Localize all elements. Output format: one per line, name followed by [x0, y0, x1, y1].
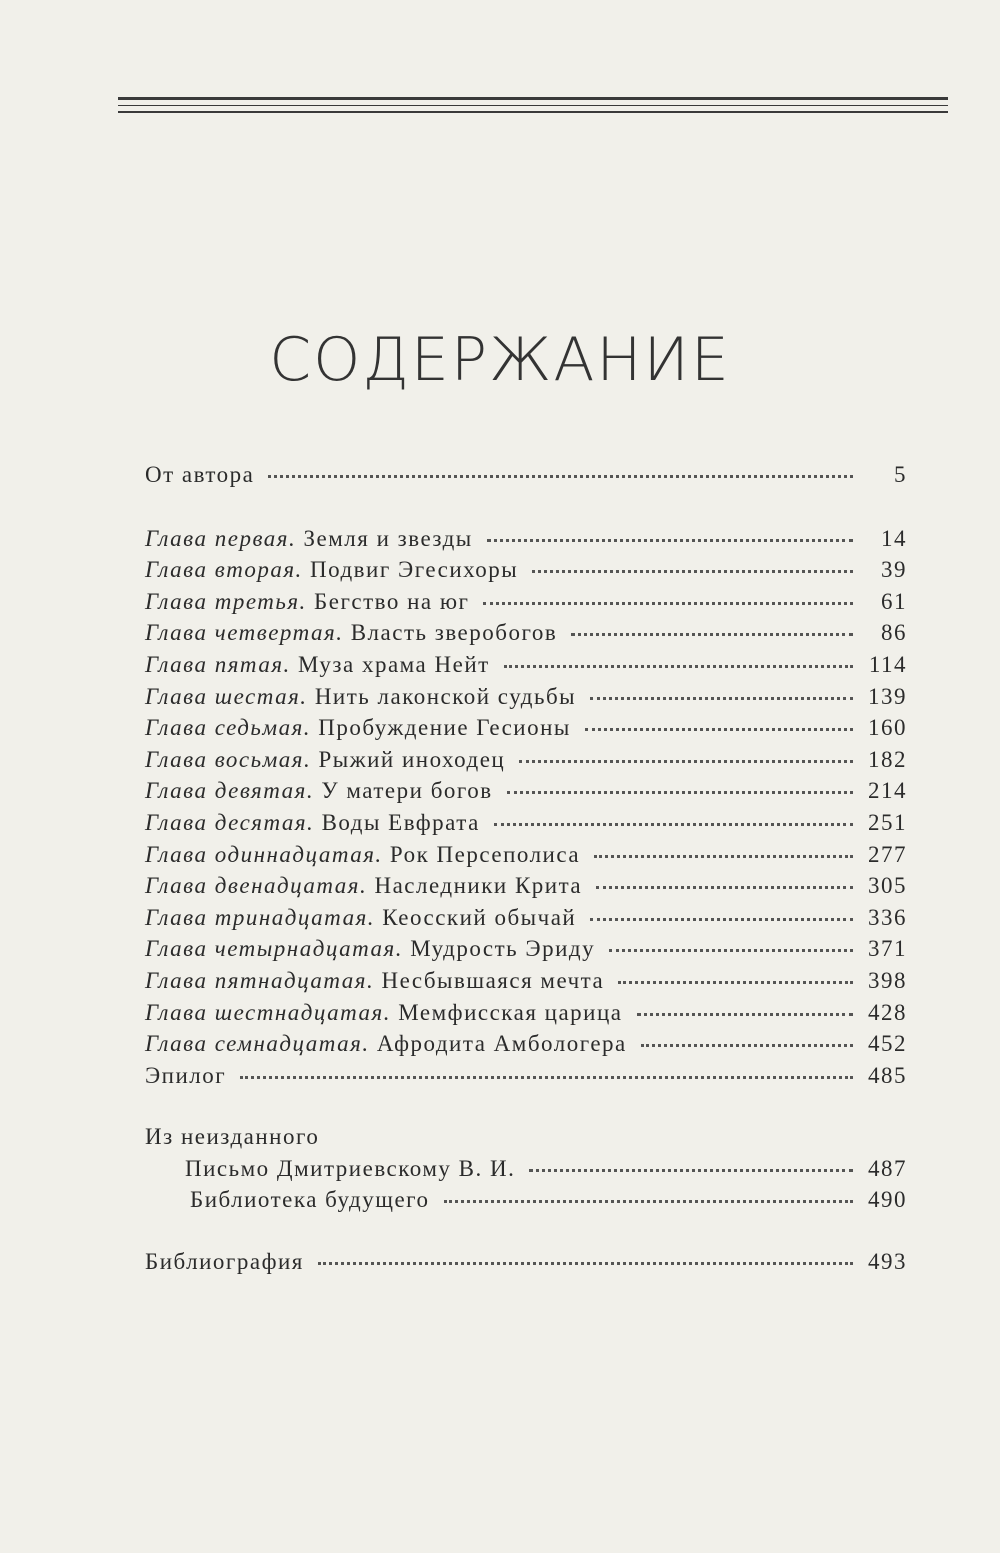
toc-entry-label — [145, 968, 604, 994]
chapter-prefix: Глава четырнадцатая. — [145, 936, 403, 962]
toc-page-number: 485 — [868, 1062, 907, 1088]
chapter-title: Бегство на юг — [314, 588, 470, 614]
chapter-prefix: Глава седьмая. — [145, 715, 312, 741]
chapter-prefix: Глава семнадцатая. — [145, 1031, 370, 1057]
chapter-title: Мудрость Эриду — [410, 936, 596, 962]
toc-entry-chapter — [145, 905, 907, 937]
toc-page-number: 428 — [868, 999, 907, 1025]
chapter-title: Афродита Амбологера — [376, 1031, 627, 1057]
toc-page-number: 139 — [868, 683, 907, 709]
dot-leader — [519, 759, 853, 763]
toc-entry-bibliography — [145, 1249, 907, 1281]
chapter-title: Воды Евфрата — [321, 809, 480, 835]
toc-page-number: 114 — [868, 651, 907, 677]
dot-leader — [507, 790, 853, 794]
dot-leader — [487, 538, 853, 542]
table-of-contents — [145, 462, 907, 1281]
dot-leader — [590, 696, 853, 700]
toc-entry-label — [145, 747, 505, 773]
dot-leader — [637, 1012, 854, 1016]
chapter-prefix: Глава десятая. — [145, 809, 315, 835]
toc-entry-chapter — [145, 842, 907, 874]
dot-leader — [590, 917, 853, 921]
chapter-title: Рыжий иноходец — [318, 746, 506, 772]
unpublished-section — [145, 1124, 907, 1219]
toc-entry-label — [145, 810, 480, 836]
dot-leader — [609, 948, 853, 952]
toc-entry-chapter — [145, 873, 907, 905]
dot-leader — [494, 822, 853, 826]
chapter-title: Пробуждение Гесионы — [318, 715, 571, 741]
toc-page-number: 182 — [868, 746, 907, 772]
toc-entry-label — [145, 684, 576, 710]
toc-page-number: 493 — [868, 1249, 907, 1275]
toc-entry-chapter — [145, 620, 907, 652]
chapter-prefix: Глава пятнадцатая. — [145, 967, 375, 993]
chapter-title: Кеосский обычай — [382, 904, 577, 930]
toc-entry-chapter — [145, 652, 907, 684]
dot-leader — [532, 569, 853, 573]
toc-page-number: 214 — [868, 778, 907, 804]
chapter-title: Муза храма Нейт — [298, 651, 490, 677]
chapter-title: Наследники Крита — [374, 873, 583, 899]
toc-entry-label — [145, 652, 490, 678]
dot-leader — [571, 632, 853, 636]
toc-entry-label — [145, 778, 493, 804]
toc-entry-label — [145, 905, 576, 931]
chapter-prefix: Глава вторая. — [145, 557, 303, 583]
toc-entry-chapter — [145, 526, 907, 558]
toc-page-number: 5 — [894, 462, 907, 487]
toc-entry-chapter — [145, 747, 907, 779]
toc-entry-unpublished — [145, 1187, 907, 1219]
dot-leader — [483, 601, 853, 605]
top-rule-thin — [118, 105, 948, 106]
toc-entry-label — [145, 715, 571, 741]
toc-entry-epilogue — [145, 1063, 907, 1095]
toc-page-number: 336 — [868, 904, 907, 930]
toc-page-number: 39 — [881, 557, 907, 583]
chapter-title: Подвиг Эгесихоры — [310, 557, 519, 583]
chapter-title: Мемфисская царица — [398, 999, 623, 1025]
unpublished-heading: Из неизданного — [145, 1124, 320, 1150]
toc-page-number: 487 — [868, 1155, 907, 1181]
chapter-prefix: Глава восьмая. — [145, 746, 312, 772]
toc-entry-label: Эпилог — [145, 1062, 227, 1088]
chapter-prefix: Глава первая. — [145, 525, 297, 551]
chapter-title: Несбывшаяся мечта — [381, 967, 605, 993]
toc-entry-label — [145, 557, 518, 583]
toc-entry-label: От автора — [145, 462, 255, 487]
toc-entry-chapter — [145, 715, 907, 747]
toc-entry-label: Письмо Дмитриевскому В. И. — [185, 1155, 516, 1181]
toc-page-number: 371 — [868, 936, 907, 962]
chapter-prefix: Глава третья. — [145, 588, 307, 614]
chapter-prefix: Глава пятая. — [145, 651, 291, 677]
page-title: СОДЕРЖАНИЕ — [269, 325, 731, 395]
toc-entry-chapter — [145, 778, 907, 810]
dot-leader — [444, 1199, 853, 1203]
chapter-prefix: Глава шестая. — [145, 683, 308, 709]
dot-leader — [641, 1043, 853, 1047]
toc-entry-chapter — [145, 810, 907, 842]
toc-page-number: 452 — [868, 1031, 907, 1057]
toc-entry-label — [145, 589, 469, 615]
chapter-list — [145, 526, 907, 1095]
chapter-prefix: Глава четвертая. — [145, 620, 344, 646]
toc-entry-label — [145, 526, 473, 552]
dot-leader — [585, 727, 853, 731]
toc-entry-label — [145, 873, 582, 899]
toc-entry-chapter — [145, 1000, 907, 1032]
toc-page-number: 160 — [868, 715, 907, 741]
dot-leader — [240, 1075, 853, 1079]
chapter-prefix: Глава тринадцатая. — [145, 904, 376, 930]
chapter-prefix: Глава девятая. — [145, 778, 315, 804]
dot-leader — [594, 854, 853, 858]
dot-leader — [529, 1168, 853, 1172]
toc-entry-chapter — [145, 968, 907, 1000]
toc-entry-preface — [145, 462, 907, 494]
toc-page-number: 61 — [881, 588, 907, 614]
dot-leader — [504, 664, 853, 668]
toc-entry-label: Библиотека будущего — [190, 1187, 430, 1213]
dot-leader — [318, 1261, 853, 1265]
chapter-title: У матери богов — [321, 778, 493, 804]
dot-leader — [596, 885, 853, 889]
toc-entry-chapter — [145, 1031, 907, 1063]
chapter-title: Земля и звезды — [303, 525, 473, 551]
toc-entry-label — [145, 1000, 623, 1026]
chapter-title: Рок Персеполиса — [389, 841, 581, 867]
toc-entry-chapter — [145, 936, 907, 968]
toc-page-number: 305 — [868, 873, 907, 899]
toc-page-number: 277 — [868, 841, 907, 867]
toc-entry-label — [145, 620, 557, 646]
chapter-title: Нить лаконской судьбы — [314, 683, 577, 709]
toc-entry-unpublished — [145, 1156, 907, 1188]
chapter-title: Власть зверобогов — [350, 620, 558, 646]
chapter-prefix: Глава двенадцатая. — [145, 873, 368, 899]
toc-entry-label — [145, 842, 580, 868]
toc-page-number: 14 — [881, 525, 907, 551]
toc-entry-chapter — [145, 684, 907, 716]
toc-page-number: 86 — [881, 620, 907, 646]
top-rule-bottom — [118, 111, 948, 113]
top-rule-thick — [118, 97, 948, 100]
dot-leader — [268, 474, 853, 478]
dot-leader — [618, 980, 853, 984]
chapter-prefix: Глава одиннадцатая. — [145, 841, 383, 867]
toc-entry-chapter — [145, 589, 907, 621]
chapter-prefix: Глава шестнадцатая. — [145, 999, 391, 1025]
toc-entry-label: Библиография — [145, 1249, 304, 1275]
toc-page-number: 251 — [868, 809, 907, 835]
toc-entry-label — [145, 1031, 627, 1057]
toc-page-number: 490 — [868, 1187, 907, 1213]
toc-entry-label — [145, 936, 595, 962]
toc-page-number: 398 — [868, 967, 907, 993]
toc-entry-chapter — [145, 557, 907, 589]
